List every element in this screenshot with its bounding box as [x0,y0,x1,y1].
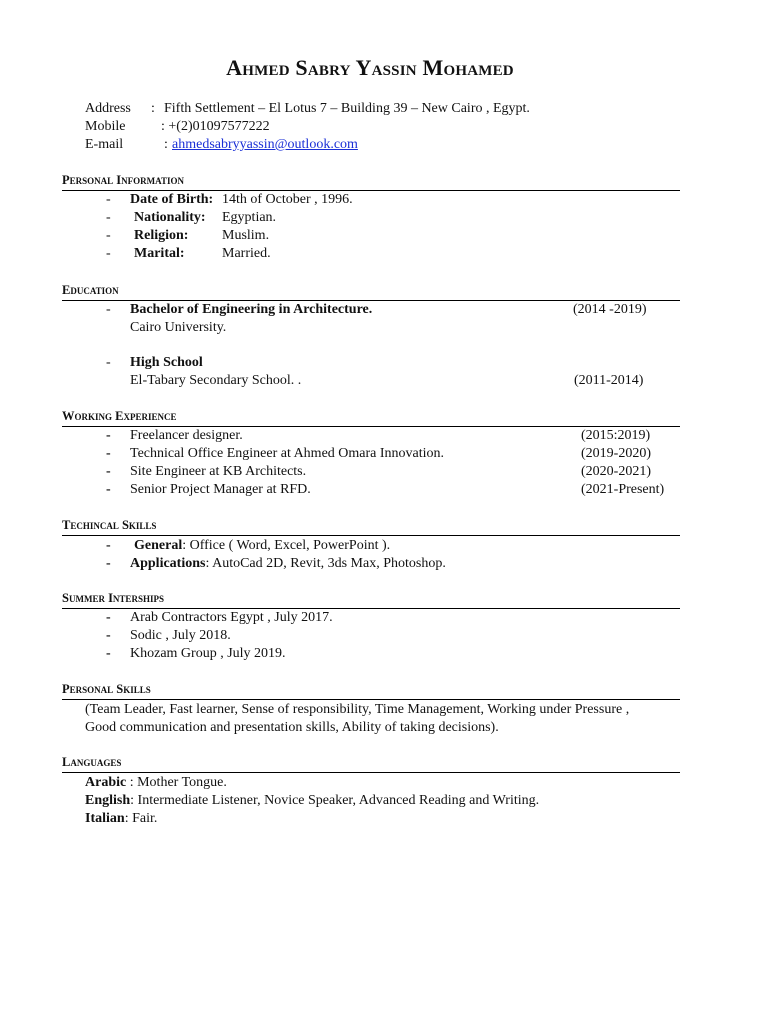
skill-value: : AutoCad 2D, Revit, 3ds Max, Photoshop. [205,556,446,571]
language-label: Italian [85,811,125,826]
experience-role: Technical Office Engineer at Ahmed Omara Innovation. [130,446,445,461]
education-heading: Education [62,283,119,297]
internship-item: Khozam Group , July 2019. [130,646,286,661]
email-separator: : [164,137,168,152]
degree-school: Cairo University. [130,320,227,335]
bullet: - [106,192,111,207]
technical-skills-heading: Techincal Skills [62,518,157,532]
bullet: - [106,538,111,553]
bullet: - [106,556,111,571]
experience-years: (2015:2019) [581,428,651,443]
language-value: : Intermediate Listener, Novice Speaker, Advanced Reading and Writing. [130,793,540,808]
nationality-value: Egyptian. [222,210,277,225]
skill-general [134,537,390,555]
dob-value: 14th of October , 1996. [222,192,353,207]
language-label: Arabic [85,775,127,790]
marital-value: Married. [222,246,271,261]
mobile-value: : +(2)01097577222 [161,119,270,134]
bullet: - [106,210,111,225]
personal-info-heading: Personal Information [62,173,184,187]
experience-role: Site Engineer at KB Architects. [130,464,307,479]
experience-years: (2020-2021) [581,464,651,479]
experience-years: (2019-2020) [581,446,651,461]
bullet: - [106,428,111,443]
experience-years: (2021-Present) [581,482,665,497]
email-label: E-mail [85,137,124,152]
bullet: - [106,610,111,625]
bullet: - [106,482,111,497]
address-separator: : [151,101,155,116]
dob-label: Date of Birth: [130,192,214,207]
marital-label: Marital: [134,246,185,261]
degree-years: (2014 -2019) [573,302,647,317]
personal-skills-heading: Personal Skills [62,682,151,696]
language-item [85,774,227,792]
address-value: Fifth Settlement – El Lotus 7 – Building 39 – New Cairo , Egypt. [164,101,530,116]
highschool-title: High School [130,355,203,370]
skill-label: General [134,538,183,553]
bullet: - [106,646,111,661]
bullet: - [106,355,111,370]
technical-skills-divider [62,535,680,536]
internships-heading: Summer Interships [62,591,164,605]
bullet: - [106,246,111,261]
language-item [85,810,157,828]
skill-label: Applications [130,556,206,571]
bullet: - [106,464,111,479]
experience-role: Senior Project Manager at RFD. [130,482,311,497]
religion-value: Muslim. [222,228,270,243]
resume-name: Ahmed Sabry Yassin Mohamed [226,55,514,80]
language-item [85,792,539,810]
personal-skills-line: (Team Leader, Fast learner, Sense of responsibility, Time Management, Working under Pressure , [85,702,630,717]
internship-item: Arab Contractors Egypt , July 2017. [130,610,333,625]
languages-divider [62,772,680,773]
personal-skills-divider [62,699,680,700]
bullet: - [106,628,111,643]
bullet: - [106,228,111,243]
personal-skills-line: Good communication and presentation skills, Ability of taking decisions). [85,720,499,735]
language-label: English [85,793,131,808]
email-link[interactable]: ahmedsabryyassin@outlook.com [172,137,358,152]
religion-label: Religion: [134,228,189,243]
internship-item: Sodic , July 2018. [130,628,231,643]
highschool-years: (2011-2014) [574,373,644,388]
skill-applications [130,555,446,573]
degree-title: Bachelor of Engineering in Architecture. [130,302,373,317]
language-value: : Fair. [124,811,158,826]
languages-heading: Languages [62,755,122,769]
highschool-school: El-Tabary Secondary School. . [130,373,302,388]
language-value: : Mother Tongue. [126,775,227,790]
skill-value: : Office ( Word, Excel, PowerPoint ). [182,538,391,553]
mobile-label: Mobile [85,119,126,134]
experience-heading: Working Experience [62,409,177,423]
bullet: - [106,302,111,317]
nationality-label: Nationality: [134,210,206,225]
experience-role: Freelancer designer. [130,428,243,443]
bullet: - [106,446,111,461]
address-label: Address [85,101,131,116]
